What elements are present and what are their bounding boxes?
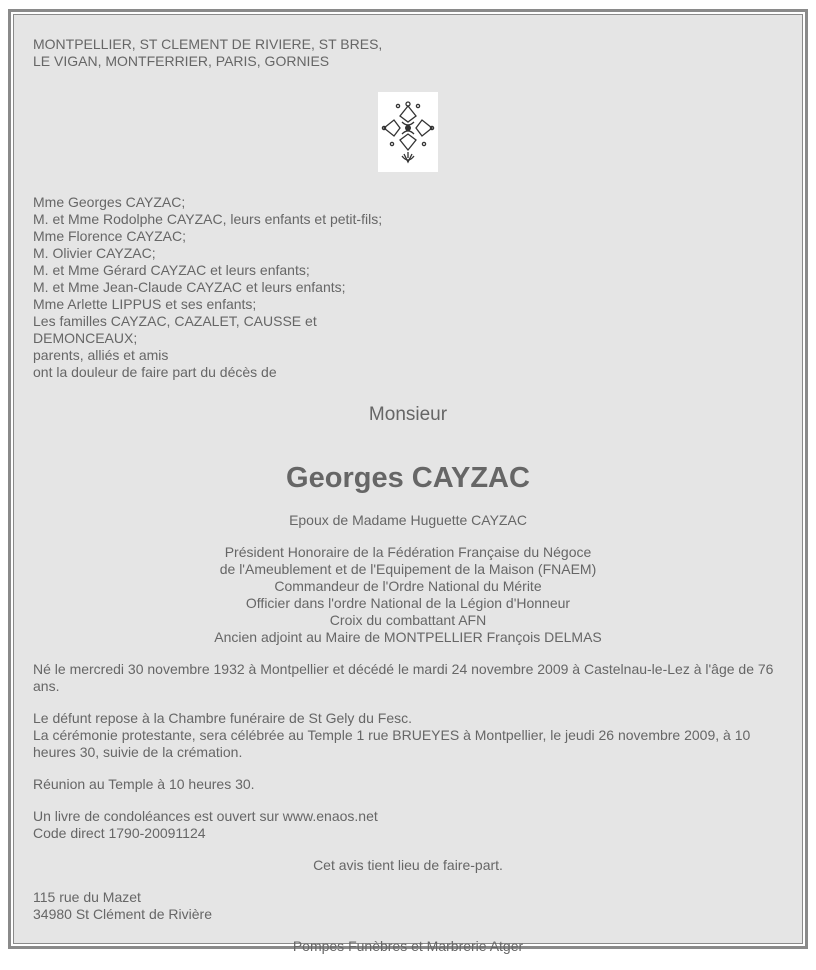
honorific: Monsieur bbox=[368, 404, 448, 425]
family-line: ont la douleur de faire part du décès de bbox=[33, 364, 277, 380]
birth-death: Né le mercredi 30 novembre 1932 à Montpellier et décédé le mardi 24 novembre 2009 à Castelnau-le-Lez à l'âge de 76 ans. bbox=[33, 661, 774, 694]
family-line: M. et Mme Rodolphe CAYZAC, leurs enfants et petit-fils; bbox=[33, 211, 383, 227]
family-line: M. et Mme Jean-Claude CAYZAC et leurs enfants; bbox=[33, 279, 346, 295]
condolences-info bbox=[33, 808, 783, 842]
honor-line: Président Honoraire de la Fédération Française du Négoce bbox=[224, 544, 592, 560]
family-line: Mme Florence CAYZAC; bbox=[33, 228, 186, 244]
reunion-info: Réunion au Temple à 10 heures 30. bbox=[33, 776, 255, 792]
family-line: M. et Mme Gérard CAYZAC et leurs enfants; bbox=[33, 262, 310, 278]
family-line: DEMONCEAUX; bbox=[33, 330, 138, 346]
family-line: Mme Georges CAYZAC; bbox=[33, 194, 186, 210]
locations bbox=[33, 36, 783, 70]
honors-list bbox=[33, 544, 783, 646]
notice-statement: Cet avis tient lieu de faire-part. bbox=[313, 857, 503, 873]
address-line: 115 rue du Mazet bbox=[33, 889, 141, 905]
address bbox=[33, 889, 783, 923]
honor-line: Officier dans l'ordre National de la Légion d'Honneur bbox=[245, 595, 571, 611]
notice-content bbox=[33, 36, 783, 970]
family-line: M. Olivier CAYZAC; bbox=[33, 245, 156, 261]
huguenot-cross-icon bbox=[378, 92, 438, 172]
spouse-line: Epoux de Madame Huguette CAYZAC bbox=[289, 512, 527, 528]
deceased-name: Georges CAYZAC bbox=[286, 462, 530, 494]
notice-panel bbox=[13, 14, 803, 954]
condolences-line: Un livre de condoléances est ouvert sur www.enaos.net bbox=[33, 808, 378, 824]
location-line: MONTPELLIER, ST CLEMENT DE RIVIERE, ST BRES, bbox=[33, 36, 383, 52]
notice-frame bbox=[8, 9, 808, 954]
condolences-code: Code direct 1790-20091124 bbox=[33, 825, 206, 841]
honor-line: Croix du combattant AFN bbox=[329, 612, 487, 628]
family-line: Les familles CAYZAC, CAZALET, CAUSSE et bbox=[33, 313, 317, 329]
honor-line: Ancien adjoint au Maire de MONTPELLIER François DELMAS bbox=[214, 629, 602, 645]
ceremony-info bbox=[33, 710, 783, 761]
funeral-home: Pompes Funèbres et Marbrerie Atger bbox=[292, 938, 524, 954]
honor-line: Commandeur de l'Ordre National du Mérite bbox=[274, 578, 542, 594]
ceremony-line: Le défunt repose à la Chambre funéraire de St Gely du Fesc. bbox=[33, 710, 412, 726]
address-line: 34980 St Clément de Rivière bbox=[33, 906, 212, 922]
location-line: LE VIGAN, MONTFERRIER, PARIS, GORNIES bbox=[33, 53, 330, 69]
family-list bbox=[33, 194, 783, 381]
honor-line: de l'Ameublement et de l'Equipement de la Maison (FNAEM) bbox=[219, 561, 597, 577]
family-line: Mme Arlette LIPPUS et ses enfants; bbox=[33, 296, 257, 312]
family-line: parents, alliés et amis bbox=[33, 347, 169, 363]
emblem bbox=[33, 92, 783, 172]
ceremony-line: La cérémonie protestante, sera célébrée au Temple 1 rue BRUEYES à Montpellier, le jeudi 26 novembre 2009, à 10 heures 30, suivie de la crémation. bbox=[33, 727, 751, 760]
